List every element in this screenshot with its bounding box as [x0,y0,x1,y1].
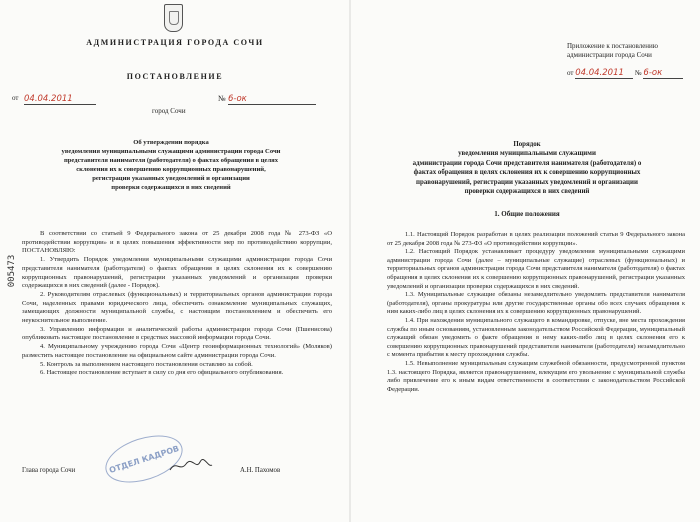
title-line: представителя нанимателя (работодателя) о фактах обращения в целях [63,156,279,164]
appendix-line: администрации города Сочи [567,51,652,59]
title-line: фактах обращения в целях склонения их к совершению коррупционных [413,169,641,177]
paragraph: 1.1. Настоящий Порядок разработан в целях реализации положений статьи 9 Федерального закона от 25 декабря 2008 года № 273-ФЗ «О противодействии коррупции». [387,231,685,247]
paragraph: 1.4. При нахождении муниципального служащего в командировке, отпуске, вне места прохождения службы по иным основаниям, установленным законодательством Российской Федерации, муниципальный служащий обязан уведомить о факте обращения в нему каких-либо лиц в целях склонения его к совершению коррупционных правонарушений представителя нанимателя (работодателя) незамедлительно с момента прибытия к месту прохождения службы. [387,316,685,359]
title-line: проверки содержащихся в них сведений [111,183,231,191]
title-line: регистрации указанных уведомлений и организации [92,174,250,182]
title-line: администрации города Сочи представителя нанимателя (работодателя) о [412,159,642,167]
title-line: уведомления муниципальными служащими [458,150,596,158]
document-date: 04.04.2011 [24,94,96,105]
procedure-title [389,140,665,196]
section-title: 1. Общие положения [494,210,560,218]
paragraph: 1.3. Муниципальные служащие обязаны незамедлительно уведомлять представителя нанимателя (работодателя), органы прокуратуры или другие государственные органы обо всех случаях обращения к ним каких-либо лиц в целях склонения их к совершению коррупционных правонарушений. [387,291,685,316]
document-number: 6-ок [228,94,316,105]
resolution-body [22,230,332,378]
paragraph: 3. Управлению информации и аналитической работы администрации города Сочи (Пшенисова) опубликовать настоящее постановление в средствах массовой информации города Сочи. [22,325,332,342]
signatory-name: А.Н. Пахомов [240,467,281,474]
document-title [22,139,320,192]
signature-scribble-icon [168,458,214,474]
appendix-number: 6-ок [643,68,683,79]
paragraph: 6. Настоящее постановление вступает в силу со дня его официального опубликования. [40,369,284,377]
appendix-line: Приложение к постановлению [567,42,659,50]
appendix-date: 04.04.2011 [575,68,633,79]
appendix-date-prefix: от [567,69,574,77]
appendix-date-row [567,68,683,79]
paragraph: В соответствии со статьей 9 Федерального закона от 25 декабря 2008 года № 273-ФЗ «О противодействии коррупции» и в целях повышения эффективности мер по противодействию коррупции, ПОСТАНОВЛЯЮ: [22,230,332,255]
paragraph: 5. Контроль за выполнением настоящего постановления оставляю за собой. [40,360,253,368]
stamp-text: ОТДЕЛ КАДРОВ [107,443,181,475]
title-line: правонарушений, регистрации указанных уведомлений и организации [416,178,638,186]
title-line: уведомления муниципальными служащими администрации города Сочи [61,147,281,155]
appendix-header [567,42,695,60]
left-page [0,0,349,522]
right-page [351,0,700,522]
document-type: ПОСТАНОВЛЕНИЕ [126,72,224,81]
paragraph: 4. Муниципальному учреждению города Сочи «Центр геоинформационных технологий» (Моляков) разместить настоящее постановление на официальном сайте администрации города Сочи. [22,343,332,359]
serial-number: 005473 [7,254,17,288]
appendix-number-sign: № [634,69,642,77]
signatory-role: Глава города Сочи [22,467,76,474]
paragraph: 2. Руководителям отраслевых (функциональных) и территориальных органов администрации города Сочи, наделенных правами юридического лица, обеспечить ознакомление муниципальных служащих, замещающих должности муниципальной службы, с настоящим постановлением и обеспечить его неукоснительное выполнение. [22,290,332,325]
title-line: склонения их к совершению коррупционных правонарушений, [76,165,266,173]
organization-name: АДМИНИСТРАЦИЯ ГОРОДА СОЧИ [86,38,264,47]
title-line: Порядок [513,141,541,148]
number-sign: № [218,94,226,103]
procedure-body [387,231,685,394]
title-line: проверки содержащихся в них сведений [464,188,590,196]
title-line: Об утверждении порядка [133,139,209,146]
paragraph: 1. Утвердить Порядок уведомления муниципальными служащими администрации города Сочи представителя нанимателя (работодателя) о фактах обращения в целях склонения их к совершению коррупционных правонарушений, регистрации указанных уведомлений и организации проверки содержащихся в них сведений (далее - Порядок). [22,256,332,290]
coat-of-arms-icon [164,4,183,32]
paragraph: 1.5. Невыполнение муниципальным служащим служебной обязанности, предусмотренной пунктом 1.3. настоящего Порядка, является правонарушением, влекущим его увольнение с муниципальной службы либо привлечение его к иным видам ответственности в соответствии с законодательством Российской Федерации. [387,359,685,393]
date-prefix: от [12,94,19,102]
city-label: город Сочи [152,107,186,115]
paragraph: 1.2. Настоящий Порядок устанавливает процедуру уведомления муниципальными служащими администрации города Сочи (далее – муниципальные служащие) отраслевых (функциональных) и территориальных органов администрации города Сочи представителя нанимателя (работодателя) о фактах обращения в целях склонения их к совершению коррупционных правонарушений, регистрации указанных уведомлений и организации проверки содержащихся в них сведений. [387,248,685,290]
